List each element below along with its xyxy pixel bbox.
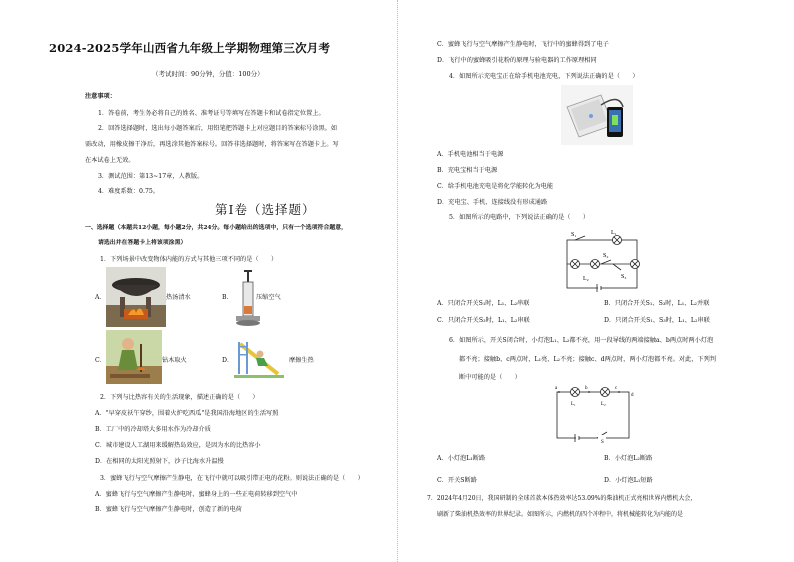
q2-option-a: A．"早穿皮袄午穿纱，围着火炉吃西瓜"是我国沿海地区的生活写照 [95,410,279,417]
right-column [397,0,794,562]
q6-option-d: D．小灯泡L₁短路 [604,477,653,484]
q5-label-s3: S₃ [621,274,627,280]
drill-wood-fire-image [106,330,162,384]
notice-2-cont2: 在本试卷上无效。 [85,157,135,164]
section-instruction-2: 请选出并在答题卡上将该项涂黑） [98,239,187,246]
q6-label-a: a [555,386,558,391]
q1-option-c: C． [95,357,106,364]
q1-option-d: D． [222,357,234,364]
q3-option-d: D．飞行中的蜜蜂吸引花粉的原理与验电器的工作原理相同 [437,57,597,64]
q2-option-b: B．工厂中的冷却塔大多用水作为冷却介质 [95,426,211,433]
q5-option-b: B．只闭合开关S₁、S₃时，L₁、L₂并联 [604,300,710,307]
q5-stem: 5．如图所示的电路中，下列说法正确的是（ ） [449,214,590,221]
q5-option-d: D．只闭合开关S₁、S₃时，L₁、L₂串联 [604,317,710,324]
q2-option-d: D．在相同的太阳光照射下，沙子比海水升温慢 [95,458,224,465]
q1-option-a: A． [95,294,106,301]
q7-stem-1: 7．2024年4月20日，我国研制的全球首款本体热效率达53.09%的柴油机正式亮相世界内燃机大会， [427,495,697,502]
q1-caption-d: 摩擦生热 [289,357,314,364]
q6-label-b: b [585,386,588,391]
q1-stem: 1．下列场景中改变物体内能的方式与其他三项不同的是（ ） [100,256,278,263]
slide-friction-image [234,338,284,378]
q4-option-a: A．手机电池相当于电源 [437,151,504,158]
q6-circuit-diagram [547,384,639,444]
notice-1: 1．答卷前，考生务必将自己的姓名、准考证号等填写在答题卡和试卷指定位置上。 [98,110,325,117]
q1-caption-a: 热汤清水 [166,294,191,301]
q3-option-c: C．蜜蜂飞行与空气摩擦产生静电时，飞行中的蜜蜂得到了电子 [437,41,609,48]
notice-heading: 注意事项： [85,93,116,100]
q6-label-l2: L₂ [601,402,606,407]
q7-stem-2: 刷新了柴油机热效率的世界纪录。如图所示，内燃机的四个冲程中，将机械能转化为内能的是 [437,511,684,518]
q6-option-c: C．开关S断路 [437,477,477,484]
notice-2: 2．回答选择题时，选出每小题答案后，用铅笔把答题卡上对应题目的答案标号涂黑。如 [98,125,338,132]
q6-label-l1: L₁ [571,402,576,407]
q1-caption-c: 钻木取火 [162,357,187,364]
q4-stem: 4．如图所示充电宝正在给手机电池充电，下列说法正确的是（ ） [449,73,639,80]
q4-option-d: D．充电宝、手机、连接线没有形成通路 [437,199,548,206]
section-instruction-1: 一、选择题（本题共12小题，每小题2分，共24分。每小题给出的选项中，只有一个选项符合题意， [85,224,348,231]
exam-subtitle: （考试时间：90分钟，分值：100分） [152,70,264,78]
q1-option-b: B． [222,294,233,301]
q3-option-a: A．蜜蜂飞行与空气摩擦产生静电时，蜜蜂身上的一些正电荷转移到空气中 [95,491,298,498]
q2-stem: 2．下列与比热容有关的生活现象，描述正确的是（ ） [100,394,259,401]
notice-2-cont: 需改动，用橡皮擦干净后，再选涂其他答案标号。回答非选择题时，将答案写在答题卡上。写 [85,141,339,148]
q4-option-b: B．充电宝相当于电源 [437,167,498,174]
power-bank-image [561,85,633,145]
q6-stem-2: 都不亮；接触b、c两点时，L₁亮、L₂不亮；接触c、d两点时，两小灯泡都不亮。对此，下列判 [459,356,716,363]
q6-label-c: c [615,386,618,391]
section-title: 第Ⅰ卷（选择题） [215,202,316,217]
q3-stem: 3．蜜蜂飞行与空气摩擦产生静电，在飞行中就可以吸引带正电的花粉。则说法正确的是（ ） [100,475,364,482]
q6-stem-1: 6．如图所示，开关S闭合时，小灯泡L₁、L₂都不亮，用一段导线的两端接触a、b两点时两小灯泡 [449,337,714,344]
q2-option-c: C．城市建设人工湖用来缓解热岛效应，是因为水的比热容小 [95,442,261,449]
q5-circuit-diagram [547,226,647,294]
exam-title: 2024-2025学年山西省九年级上学期物理第三次月考 [49,41,331,55]
q3-option-b: B．蜜蜂飞行与空气摩擦产生静电时，创造了新的电荷 [95,506,242,513]
notice-4: 4．难度系数：0.75。 [98,188,160,195]
q4-option-c: C．给手机电池充电是将化学能转化为电能 [437,183,554,190]
q5-label-l1: L₁ [611,230,617,236]
q5-option-a: A．只闭合开关S₁时，L₁、L₂串联 [437,300,530,307]
q6-option-b: B．小灯泡L₂断路 [604,455,653,462]
q1-caption-b: 压缩空气 [256,294,281,301]
q5-option-c: C．只闭合开关S₃时，L₁、L₂串联 [437,317,530,324]
q5-label-s2: S₂ [603,253,609,259]
q6-option-a: A．小灯泡L₁断路 [437,455,486,462]
q6-label-d: d [631,393,634,398]
notice-3: 3．测试范围：第13~17章，人教版。 [98,173,204,180]
q5-label-l2: L₂ [583,276,589,282]
q6-label-s: S [601,440,604,444]
cooking-pot-image [106,267,166,327]
q6-stem-3: 断中可能的是（ ） [459,374,521,381]
q5-label-s1: S₁ [571,232,577,238]
